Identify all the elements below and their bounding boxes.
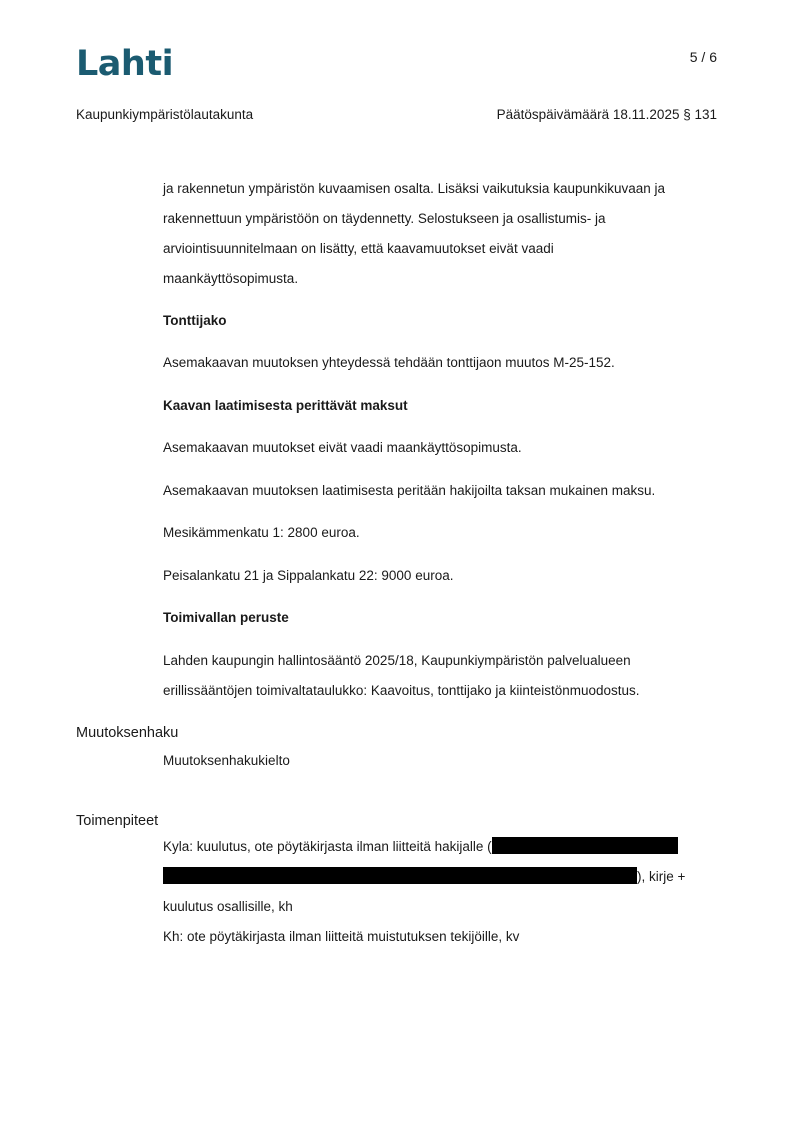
toimivalta-section xyxy=(163,603,723,633)
tonttijako-section xyxy=(163,306,723,336)
toimenpiteet-line-1 xyxy=(163,832,723,862)
maksut-line-block xyxy=(163,518,723,548)
toimenpiteet-line-3: kuulutus osallisille, kh xyxy=(163,899,293,914)
page-number: 5 / 6 xyxy=(689,49,717,65)
toimenpiteet-line-2 xyxy=(163,862,723,892)
maksut-section xyxy=(163,391,723,421)
intro-line: arviointisuunnitelmaan on lisätty, että kaavamuutokset eivät vaadi xyxy=(163,241,554,256)
lahti-logo xyxy=(76,44,173,84)
toimenpiteet-line-4: Kh: ote pöytäkirjasta ilman liitteitä muistutuksen tekijöille, kv xyxy=(163,929,520,944)
toimenpiteet-block xyxy=(163,832,723,952)
toimivalta-text xyxy=(163,646,723,706)
maksut-line: Asemakaavan muutokset eivät vaadi maankäyttösopimusta. xyxy=(163,440,522,455)
decision-date: Päätöspäivämäärä 18.11.2025 § 131 xyxy=(496,107,717,122)
toimivalta-line: Lahden kaupungin hallintosääntö 2025/18, Kaupunkiympäristön palvelualueen xyxy=(163,653,631,668)
maksut-line-block xyxy=(163,476,723,506)
toimenpiteet-line-1-text: Kyla: kuulutus, ote pöytäkirjasta ilman liitteitä hakijalle ( xyxy=(163,839,492,854)
intro-line: rakennettuun ympäristöön on täydennetty. Selostukseen ja osallistumis- ja xyxy=(163,211,606,226)
maksut-heading: Kaavan laatimisesta perittävät maksut xyxy=(163,398,408,413)
toimivalta-heading: Toimivallan peruste xyxy=(163,610,289,625)
muutoksenhaku-block xyxy=(163,746,723,776)
toimivalta-line: erillissääntöjen toimivaltataulukko: Kaavoitus, tonttijako ja kiinteistönmuodostus. xyxy=(163,683,640,698)
maksut-line-block xyxy=(163,433,723,463)
maksut-line-block xyxy=(163,561,723,591)
redaction-box xyxy=(163,867,637,884)
maksut-line: Mesikämmenkatu 1: 2800 euroa. xyxy=(163,525,360,540)
maksut-line: Peisalankatu 21 ja Sippalankatu 22: 9000 euroa. xyxy=(163,568,454,583)
redaction-box xyxy=(492,837,678,854)
logo-text: Lahti xyxy=(76,44,174,84)
muutoksenhaku-text: Muutoksenhakukielto xyxy=(163,753,290,768)
tonttijako-text: Asemakaavan muutoksen yhteydessä tehdään tonttijaon muutos M-25-152. xyxy=(163,355,615,370)
muutoksenhaku-label: Muutoksenhaku xyxy=(76,725,179,741)
intro-line: ja rakennetun ympäristön kuvaamisen osalta. Lisäksi vaikutuksia kaupunkikuvaan ja xyxy=(163,181,666,196)
intro-paragraph xyxy=(163,174,723,294)
toimenpiteet-line-2-text: ), kirje + xyxy=(637,869,686,884)
tonttijako-text-block xyxy=(163,348,723,378)
tonttijako-heading: Tonttijako xyxy=(163,313,227,328)
committee-name: Kaupunkiympäristölautakunta xyxy=(76,107,254,122)
intro-line: maankäyttösopimusta. xyxy=(163,271,299,286)
maksut-line: Asemakaavan muutoksen laatimisesta peritään hakijoilta taksan mukainen maksu. xyxy=(163,483,656,498)
toimenpiteet-label: Toimenpiteet xyxy=(76,813,159,829)
